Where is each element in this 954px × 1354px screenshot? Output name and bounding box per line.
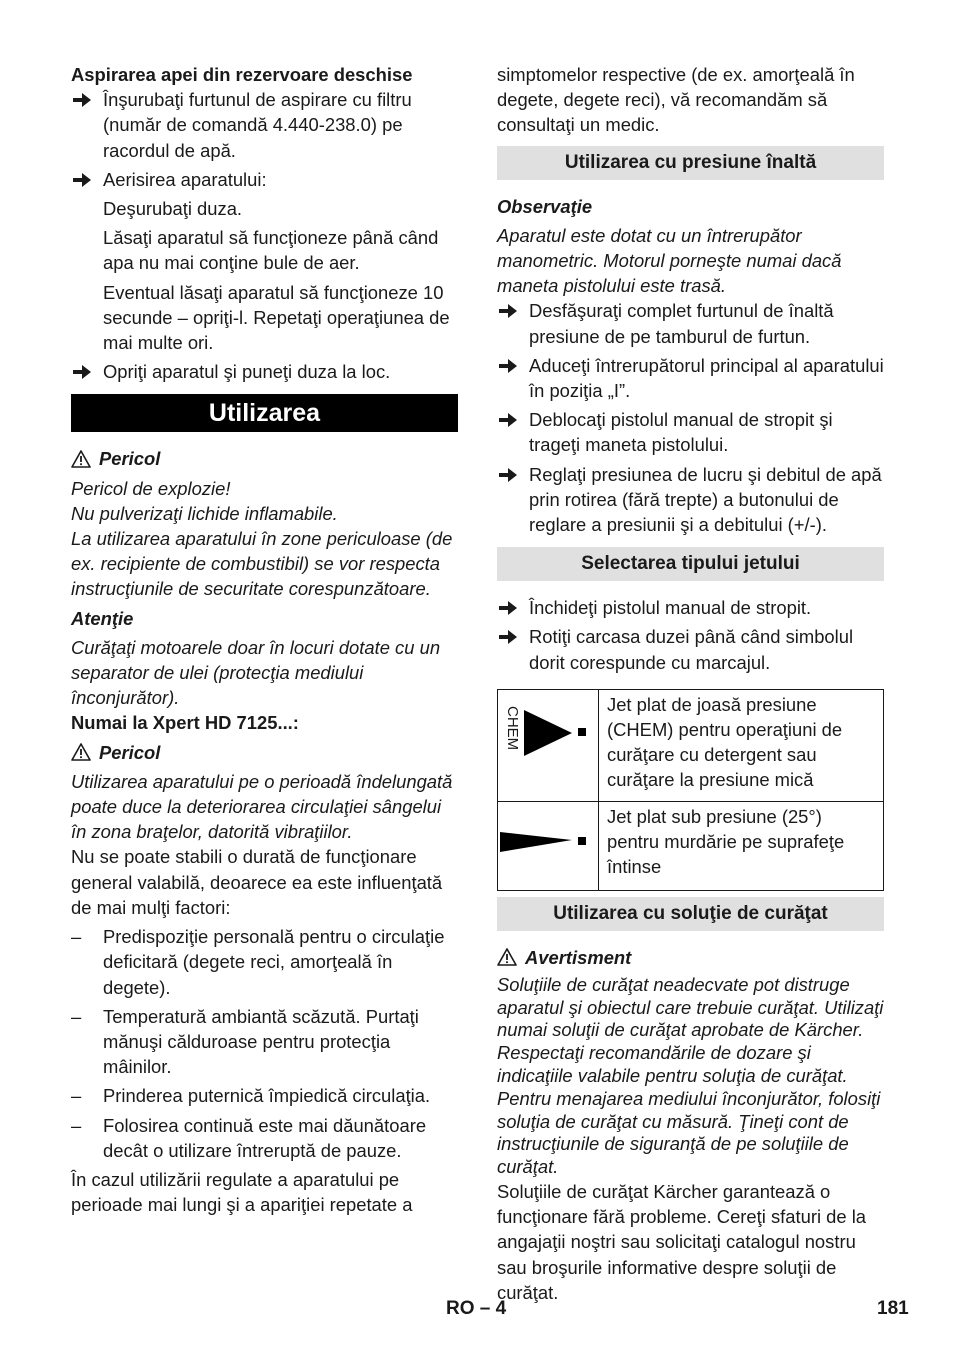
warning-triangle-icon [71,743,91,761]
step-text: Desfăşuraţi complet furtunul de înaltă presiune de pe tamburul de furtun. [529,300,834,347]
step-adjust-pressure [497,462,884,538]
paragraph-regular-use: În cazul utilizării regulate a aparatului pe perioade mai lungi şi a apariţiei repetate a [71,1168,413,1216]
venting-line-2: Lăsaţi aparatul să funcţioneze până când apa nu mai conţine bule de aer. [103,227,439,274]
right-column [497,62,884,1305]
step-text: Deblocaţi pistolul manual de stropit şi trageţi maneta pistolului. [529,409,833,456]
danger-label: Pericol [99,741,161,763]
high-pressure-jet-symbol [498,801,599,890]
flat-jet-icon [498,802,596,888]
section-cleaning-solution: Utilizarea cu soluţie de curăţat [497,897,884,931]
danger-heading [71,446,458,471]
section-high-pressure: Utilizarea cu presiune înaltă [497,146,884,180]
xpert-heading: Numai la Xpert HD 7125...: [71,712,299,734]
step-text: Aduceţi întrerupătorul principal al aparatului în poziţia „I”. [529,354,884,402]
arrow-right-icon [499,629,517,645]
dash-mark: – [71,926,82,948]
chem-label: CHEM [504,705,522,751]
low-pressure-jet-icon [498,690,596,792]
footer-section-label: RO – 4 [446,1298,507,1319]
attention-label: Atenţie [71,607,134,629]
step-text: Reglaţi presiunea de lucru şi debitul de apă prin rotirea (fără trepte) a butonului de reglare a presiunii şi a debitului (+/-). [529,463,882,536]
jet-description: Jet plat sub presiune (25°) pentru murdărie pe suprafeţe întinse [599,801,884,890]
table-row [498,689,884,801]
step-text: Închideţi pistolul manual de stropit. [529,597,812,619]
jet-description: Jet plat de joasă presiune (CHEM) pentru operaţiuni de curăţare cu detergent sau curăţare la presiune mică [599,689,884,801]
chem-jet-symbol [498,689,599,801]
list-item-text: Predispoziţie personală pentru o circulaţie deficitară (degete reci, amorţeală în degete). [103,926,445,998]
step-unroll-hose [497,298,884,348]
arrow-right-icon [499,303,517,319]
venting-line-1: Deşurubaţi duza. [103,198,243,220]
step-main-switch [497,353,884,403]
arrow-right-icon [499,600,517,616]
list-item [71,1113,458,1163]
arrow-right-icon [499,358,517,374]
solution-text: Soluţiile de curăţat Kärcher garantează o funcţionare fără probleme. Cereţi sfaturi de la angajaţii noştri sau solicitaţi catalogul nostru sau broşurile informative despre soluţii de curăţat. [497,1181,867,1303]
attention-text: Curăţaţi motoarele doar în locuri dotate cu un separator de ulei (protecţia mediului înconjurător). [71,636,441,709]
step-stop-device [71,359,458,384]
arrow-right-icon [499,467,517,483]
paragraph-duration: Nu se poate stabili o durată de funcţionare general valabilă, deoarece ea este influenţată de mai mulţi factori: [71,846,443,918]
list-item [71,924,458,1000]
dash-mark: – [71,1005,82,1027]
list-item-text: Prinderea puternică împiedică circulaţia. [103,1085,431,1107]
list-item-text: Folosirea continuă este mai dăunătoare decât o utilizare întreruptă de pauze. [103,1114,427,1161]
step-close-gun [497,595,884,620]
warning-label: Avertisment [525,946,632,968]
danger-text-3: La utilizarea aparatului în zone periculoase (de ex. recipiente de combustibil) se vor respecta instrucţiunile de securitate corespunzătoare. [71,528,453,600]
jet-type-table [497,689,884,891]
arrow-right-icon [73,172,91,188]
venting-line-3: Eventual lăsaţi aparatul să funcţioneze 10 secunde – opriţi-l. Repetaţi operaţiunea de mai multe ori. [103,281,450,354]
step-unlock-gun [497,407,884,457]
warning-heading [497,945,884,970]
section-jet-type: Selectarea tipului jetului [497,547,884,581]
arrow-right-icon [73,364,91,380]
left-column [71,62,458,1217]
note-text: Aparatul este dotat cu un întrerupător manometric. Motorul porneşte numai dacă maneta pistolului este trasă. [497,224,842,297]
note-label: Observaţie [497,195,593,217]
page-number: 181 [877,1298,909,1319]
list-item [71,1083,458,1108]
danger2-heading [71,740,458,765]
step-text: Opriţi aparatul şi puneţi duza la loc. [103,361,391,383]
danger-label: Pericol [99,448,161,470]
warning-triangle-icon [497,948,517,966]
dash-mark: – [71,1085,82,1107]
heading-water-suction: Aspirarea apei din rezervoare deschise [71,64,413,85]
section-title-utilizarea: Utilizarea [71,394,458,432]
step-venting [71,167,458,192]
warning-text: Soluţiile de curăţat neadecvate pot distruge aparatul şi obiectul care trebuie curăţat. Utilizaţi numai soluţii de curăţat aprobate de Kärcher. Respectaţi recomandările de dozare şi indicaţiile valabile pentru soluţia de curăţat. Pentru menajarea mediului înconjurător, folosiţi soluţia de curăţat cu măsură. Ţineţi cont de instrucţiunile de siguranţă de pe soluţiile de curăţat. [497,973,884,1178]
dash-mark: – [71,1114,82,1136]
danger-text-1: Pericol de explozie! [71,477,231,499]
warning-triangle-icon [71,450,91,468]
list-item [71,1004,458,1080]
step-text: Înşurubaţi furtunul de aspirare cu filtru (număr de comandă 4.440-238.0) pe racordul de apă. [103,89,412,161]
list-item-text: Temperatură ambiantă scăzută. Purtaţi mănuşi călduroase pentru protecţia mâinilor. [103,1005,419,1078]
step-suction-hose [71,87,458,163]
danger-text-2: Nu pulverizaţi lichide inflamabile. [71,502,338,524]
step-text: Rotiţi carcasa duzei până când simbolul dorit corespunde cu marcajul. [529,626,854,673]
arrow-right-icon [73,92,91,108]
table-row [498,801,884,890]
arrow-right-icon [499,412,517,428]
danger2-text: Utilizarea aparatului pe o perioadă îndelungată poate duce la deteriorarea circulaţiei sângelui în zona braţelor, datorită vibraţiilor. [71,770,453,843]
paragraph-continued: simptomelor respective (de ex. amorţeală în degete, degete reci), vă recomandăm să consultaţi un medic. [497,64,855,136]
step-rotate-nozzle [497,624,884,674]
step-text: Aerisirea aparatului: [103,168,267,190]
